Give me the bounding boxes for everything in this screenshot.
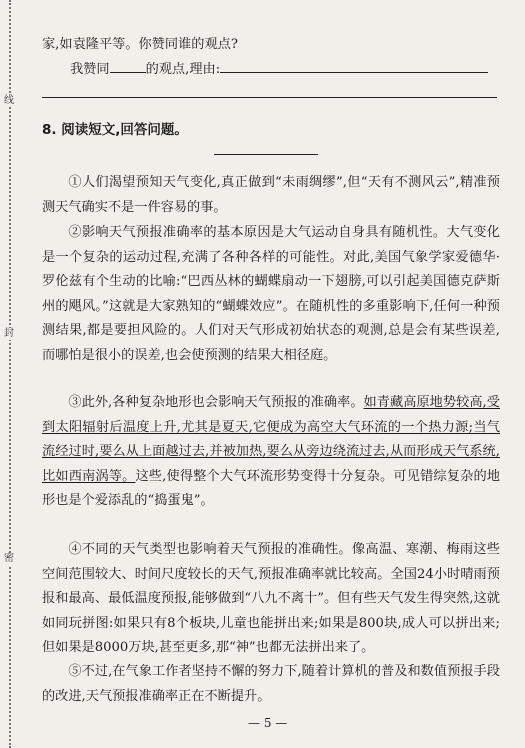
binding-mark-top: 线 bbox=[4, 95, 14, 106]
article-paragraph-3-lead: ③此外,各种复杂地形也会影响天气预报的准确率。 bbox=[68, 395, 364, 410]
binding-mark-bottom: 密 bbox=[4, 553, 14, 564]
article-paragraph-5: ⑤不过,在气象工作者坚持不懈的努力下,随着计算机的普及和数值预报手段的改进,天气预报准确率正在不断提升。 bbox=[42, 664, 500, 704]
underlined-passage: 如青藏高原地势较高,受到太阳辐射后温度上升,尤其是夏天,它便成为高空大气环流的一个热力源;当气流经过时,要么从上面越过去,并被加热,要么从旁边绕流过去,从而形成天气系统,比如西南涡等。 bbox=[42, 395, 500, 484]
q7-answer-rule[interactable] bbox=[42, 97, 497, 98]
q7-answer-line bbox=[70, 60, 488, 80]
q7-reason-blank[interactable] bbox=[220, 60, 488, 73]
binding-mark-middle: 封 bbox=[4, 328, 14, 339]
article-paragraph-3-end: 这些,使得整个大气环流形势变得十分复杂。可见错综复杂的地形也是个爱添乱的“捣蛋鬼”。 bbox=[42, 468, 500, 509]
binding-line bbox=[9, 0, 11, 748]
page-number: — 5 — bbox=[248, 716, 288, 730]
article-paragraph-4: ④不同的天气类型也影响着天气预报的准确性。像高温、寒潮、梅雨这些空间范围较大、时间尺度较长的天气,预报准确率就比较高。全国24小时晴雨预报和最高、最低温度预报,能够做到“八九不离十”。但有些天气发生得突然,这就如同玩拼图:如果只有8个板块,儿童也能拼出来;如果是800块,成人可以拼出来;但如果是8000万块,甚至更多,那“神”也都无法拼出来了。 bbox=[42, 542, 500, 656]
q7-question-tail: 家,如袁隆平等。你赞同谁的观点? bbox=[42, 37, 238, 52]
q7-person-blank[interactable] bbox=[110, 60, 146, 73]
article-paragraph-1: ①人们渴望预知天气变化,真正做到“未雨绸缪”,但“天有不测风云”,精准预测天气确实不是一件容易的事。 bbox=[42, 175, 500, 215]
q7-answer-mid: 的观点,理由: bbox=[145, 62, 221, 77]
q7-answer-prefix: 我赞同 bbox=[70, 62, 110, 77]
q8-heading: 8. 阅读短文,回答问题。 bbox=[42, 122, 188, 138]
article-paragraph-3 bbox=[42, 391, 500, 514]
title-blank[interactable] bbox=[214, 154, 318, 155]
article-paragraph-2: ②影响天气预报准确率的基本原因是大气运动自身具有随机性。大气变化是一个复杂的运动过程,充满了各种各样的可能性。对此,美国气象学家爱德华·罗伦兹有个生动的比喻:“巴西丛林的蝴蝶扇动一下翅膀,可以引起美国德克萨斯州的飓风。”这就是大家熟知的“蝴蝶效应”。在随机性的多重影响下,任何一种预测结果,都是要担风险的。人们对天气形成初始状态的观测,总是会有某些误差,而哪怕是很小的误差,也会使预测的结果大相径庭。 bbox=[42, 225, 500, 363]
